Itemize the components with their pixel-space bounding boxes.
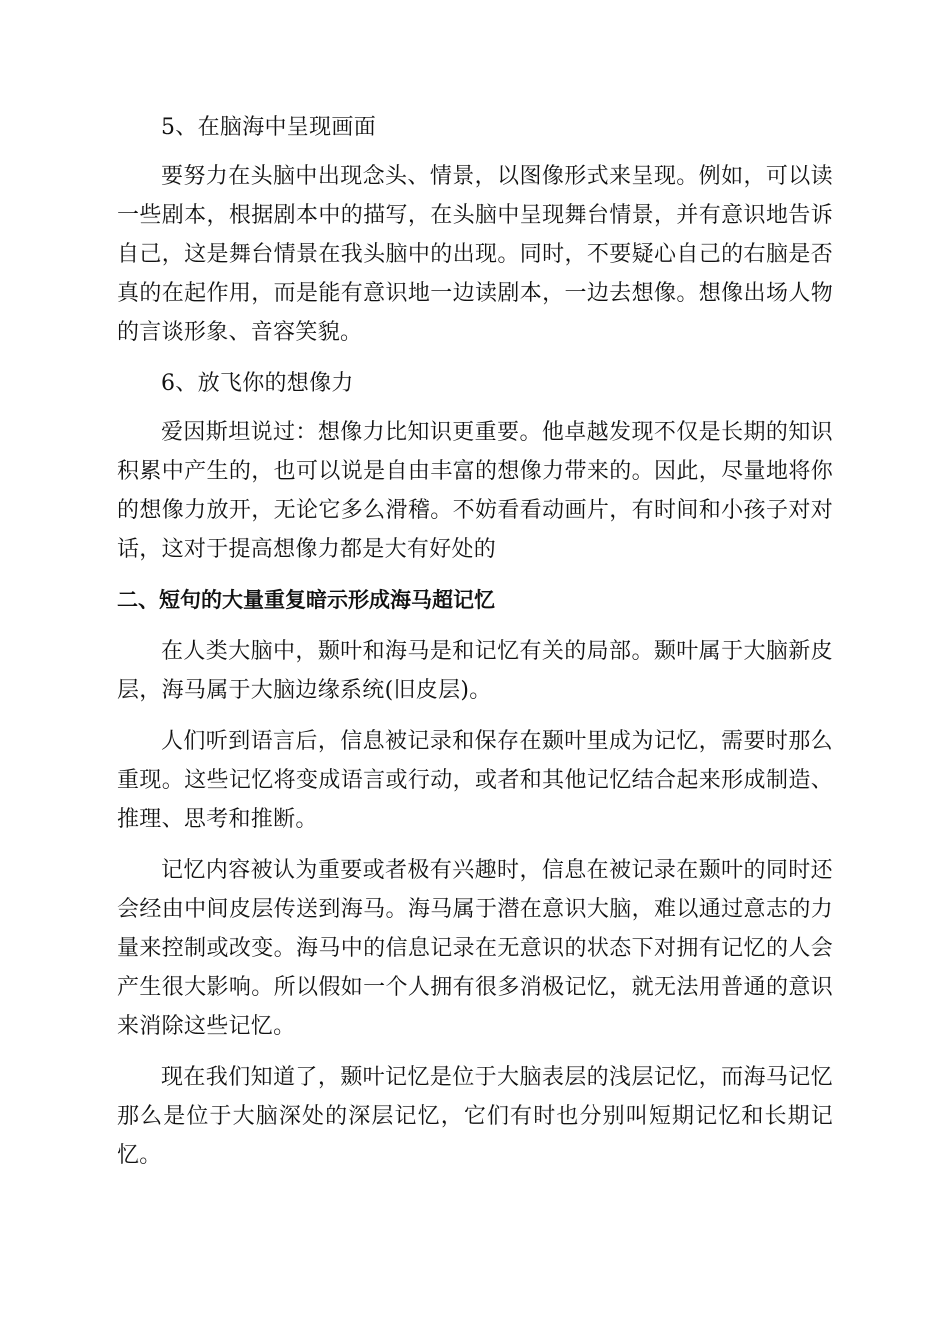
item-6-title: 6、放飞你的想像力 <box>161 371 354 396</box>
item-5-body: 要努力在头脑中出现念头、情景，以图像形式来呈现。例如，可以读一些剧本，根据剧本中的描写，在头脑中呈现舞台情景，并有意识地告诉自己，这是舞台情景在我头脑中的出现。同时，不要疑心自己的右脑是否真的在起作用，而是能有意识地一边读剧本，一边去想像。想像出场人物的言谈形象、音容笑貌。 <box>117 164 833 345</box>
paragraph-short-long-memory: 现在我们知道了，颞叶记忆是位于大脑表层的浅层记忆，而海马记忆那么是位于大脑深处的深层记忆，它们有时也分别叫短期记忆和长期记忆。 <box>117 1065 833 1168</box>
paragraph-temporal-hippocampus: 在人类大脑中，颞叶和海马是和记忆有关的局部。颞叶属于大脑新皮层，海马属于大脑边缘系统(旧皮层)。 <box>117 639 833 703</box>
section-2-heading: 二、短句的大量重复暗示形成海马超记忆 <box>117 588 495 612</box>
document-content <box>117 108 833 1187</box>
paragraph-language-memory: 人们听到语言后，信息被记录和保存在颞叶里成为记忆，需要时那么重现。这些记忆将变成语言或行动，或者和其他记忆结合起来形成制造、推理、思考和推断。 <box>117 729 833 832</box>
item-6-body: 爱因斯坦说过：想像力比知识更重要。他卓越发现不仅是长期的知识积累中产生的，也可以说是自由丰富的想像力带来的。因此，尽量地将你的想像力放开，无论它多么滑稽。不妨看看动画片，有时间和小孩子对对话，这对于提高想像力都是大有好处的 <box>117 420 833 562</box>
item-5-title: 5、在脑海中呈现画面 <box>161 115 376 140</box>
paragraph-hippocampus-transfer: 记忆内容被认为重要或者极有兴趣时，信息在被记录在颞叶的同时还会经由中间皮层传送到海马。海马属于潜在意识大脑，难以通过意志的力量来控制或改变。海马中的信息记录在无意识的状态下对拥有记忆的人会产生很大影响。所以假如一个人拥有很多消极记忆，就无法用普通的意识来消除这些记忆。 <box>117 858 833 1039</box>
